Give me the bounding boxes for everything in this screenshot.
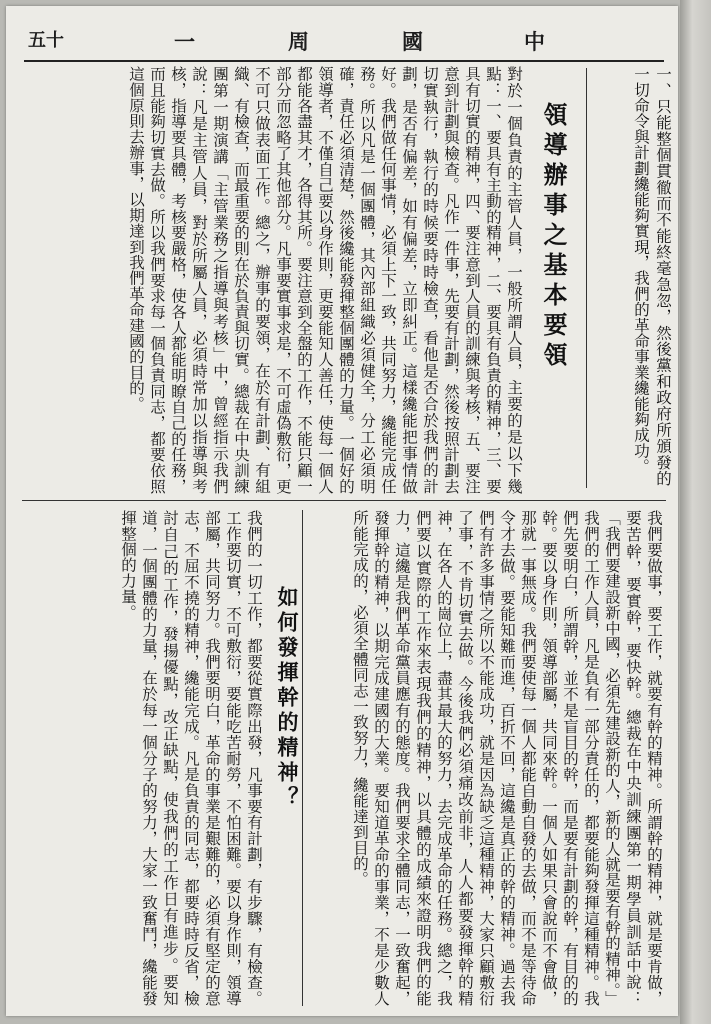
column-divider-lower xyxy=(302,510,303,1006)
header-char-4: 中 xyxy=(524,29,545,54)
header-char-1: 一 xyxy=(174,29,195,54)
section-title-leadership: 領導辦事之基本要領 xyxy=(539,102,568,372)
section-title-spirit: 如何發揮幹的精神？ xyxy=(275,586,300,811)
adjacent-page-edge xyxy=(680,0,711,1024)
leadership-article-body: 對於一個負責的主管人員，一般所謂人員，主要的是以下幾點：一、要具有主動的精神，二、要具有負責的精神，三、要具有切實的精神，四、要注意到人員的訓練與考核，五、要注意到計劃與檢查。凡作一件事，先要有計劃，然後按照計劃去切實執行，執行的時候要時時檢查，看他是否合於我們的計劃，是否有偏差，如有偏差，立即糾正。這樣纔能把事情做好。我們做任何事情，必須上下一致，共同努力，纔能完成任務。所以凡是一個團體，其內部組織必須健全，分工必須明確，責任必須清楚，然後纔能發揮整個團體的力量。一個好的領導者，不僅自己要以身作則，更要能知人善任，使每一個人都能各盡其才，各得其所。要注意到全盤的工作，不能只顧一部分而忽略了其他部分。凡事要實事求是，不可虛偽敷衍，更不可只做表面工作。總之，辦事的要領，在於有計劃、有組織、有檢查，而最重要的則在於負責與切實。總裁在中央訓練團第一期演講「主管業務之指導與考核」中，曾經指示我們說：凡是主管人員，對於所屬人員，必須時常加以指導與考核，指導要具體，考核要嚴格，使各人都能明瞭自己的任務，而且能夠切實去做。所以我們要求每一個負責同志，都要依照這個原則去辦事，以期達到我們革命建國的目的。 xyxy=(127,66,523,494)
section-divider xyxy=(22,500,666,501)
header-char-2: 周 xyxy=(288,29,309,54)
newspaper-page xyxy=(6,6,678,1016)
spirit-article-body-left: 我們的一切工作，都要從實際出發，凡事要有計劃，有步驟，有檢查。工作要切實，不可敷衍，要能吃苦耐勞，不怕困難。要以身作則，領導部屬，共同努力。我們要明白，革命的事業是艱難的，必須有堅定的意志，不屈不撓的精神，纔能完成。凡是負責的同志，都要時時反省，檢討自己的工作，發揚優點，改正缺點，使我們的工作日有進步。要知道，一個團體的力量，在於每一個分子的努力，大家一致奮鬥，纔能發揮整個的力量。 xyxy=(119,510,263,1006)
page-number: 五十 xyxy=(28,30,64,51)
intro-paragraph: 一、只能整個貫徹而不能終毫急忽，然後黨和政府所頒發的一切命令與計劃纔能夠實現，我們的革命事業纔能夠成功。 xyxy=(632,66,672,486)
column-divider xyxy=(586,68,587,488)
spirit-article-body-right: 我們要做事，要工作，就要有幹的精神。所謂幹的精神，就是要肯做，要苦幹，要實幹，要快幹。總裁在中央訓練團第一期學員訓話中說：「我們要建設新中國，必須先建設新的人，新的人就是要有幹的精神。」我們的工作人員，凡是負有一部分責任的，都要能夠發揮這種精神。我們先要明白，所謂幹，並不是盲目的幹，而是要有計劃的幹，有目的的幹。要以身作則，領導部屬，共同來幹。一個人如果只會說而不會做，那就一事無成。我們要使每一個人都能自動自發的去做，而不是等待命令才去做。要能知難而進，百折不回，這纔是真正的幹的精神。過去我們有許多事情之所以不能成功，就是因為缺乏這種精神，大家只顧敷衍了事，不肯切實去做。今後我們必須痛改前非，人人都要發揮幹的精神，在各人的崗位上，盡其最大的努力，去完成革命的任務。總之，我們要以實際的工作來表現我們的精神，以具體的成績來證明我們的能力，這纔是我們革命黨員應有的態度。我們要求全體同志，一致奮起，發揮幹的精神，以期完成建國的大業。要知道革命的事業，不是少數人所能完成的，必須全體同志一致努力，纔能達到目的。 xyxy=(351,510,663,1006)
header-char-3: 國 xyxy=(402,29,423,54)
page-header xyxy=(24,20,664,62)
